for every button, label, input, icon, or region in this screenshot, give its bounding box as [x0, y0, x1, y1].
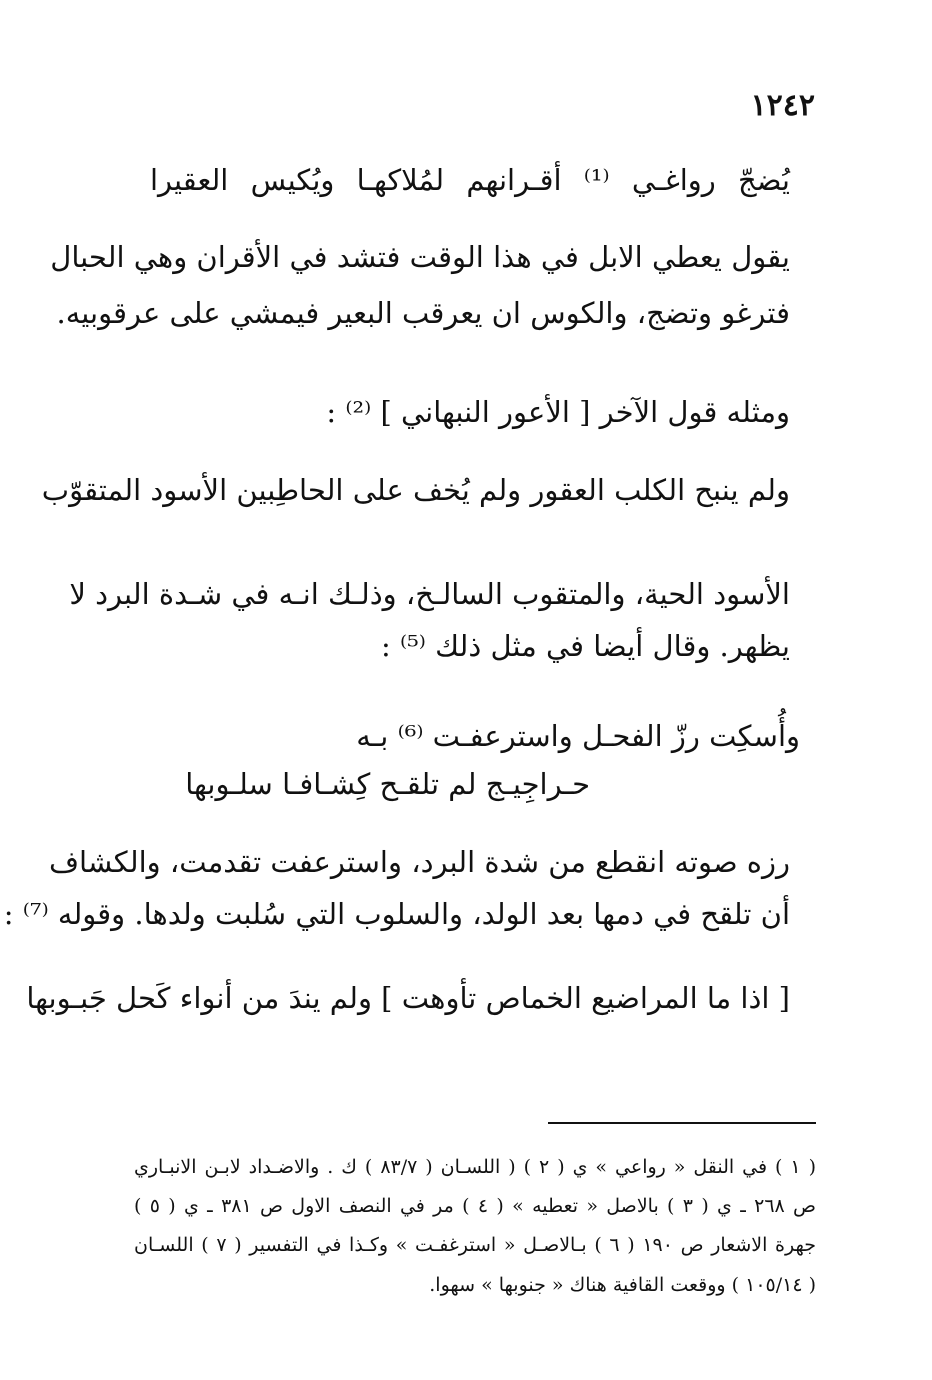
footnote-divider: [548, 1122, 816, 1124]
paragraph-line: يظهر. وقال أيضا في مثل ذلك ⁽⁵⁾ :: [380, 629, 790, 663]
footnote-line: جهرة الاشعار ص ١٩٠ ( ٦ ) بـالاصـل « استرغفـت » وكـذا في التفسير ( ٧ ) اللسـان: [134, 1234, 816, 1256]
paragraph-line: فترغو وتضج، والكوس ان يعرقب البعير فيمشي على عرقوبيه.: [56, 296, 790, 330]
footnote-line: ( ١ ) في النقل « رواعي » ي ( ٢ ) ( اللسـان ( ٨٣/٧ ) ك . والاضـداد لابـن الانبـاري: [134, 1156, 817, 1178]
paragraph-line: يقول يعطي الابل في هذا الوقت فتشد في الأقران وهي الحبال: [50, 240, 790, 274]
verse-line: يُضجّ رواغـي ⁽¹⁾ أقـرانهم لمُلاكهـا ويُكيس العقيرا: [150, 163, 790, 197]
page-number: ١٢٤٢: [750, 88, 815, 123]
paragraph-line: الأسود الحية، والمتقوب السالـخ، وذلـك انـه في شـدة البرد لا: [69, 577, 790, 611]
verse-line: ولم ينبح الكلب العقور ولم يُخف على الحاطِبين الأسود المتقوّب: [41, 473, 790, 507]
verse-line: وأُسكِت رزّ الفحـل واسترعفـت ⁽⁶⁾ بـه: [356, 719, 800, 753]
paragraph-line: رزه صوته انقطع من شدة البرد، واسترعفت تقدمت، والكشاف: [48, 845, 790, 879]
footnote-line: ص ٢٦٨ ـ ي ( ٣ ) بالاصل « تعطيه » ( ٤ ) مر في النصف الاول ص ٣٨١ ـ ي ( ٥ ): [134, 1195, 817, 1217]
verse-intro-line: ومثله قول الآخر [ الأعور النبهاني ] ⁽²⁾ :: [326, 395, 790, 429]
paragraph-line: أن تلقح في دمها بعد الولد، والسلوب التي سُلبت ولدها. وقوله ⁽⁷⁾ :: [3, 897, 790, 931]
verse-line: حـراجِيـج لم تلقـح كِشـافـا سلـوبها: [185, 767, 590, 801]
footnote-line: ( ١٠٥/١٤ ) ووقعت القافية هناك « جنوبها » سهوا.: [429, 1274, 816, 1296]
verse-line: [ اذا ما المراضيع الخماص تأوهت ] ولم يندَ من أنواء كَحل جَبـوبها: [26, 981, 790, 1015]
